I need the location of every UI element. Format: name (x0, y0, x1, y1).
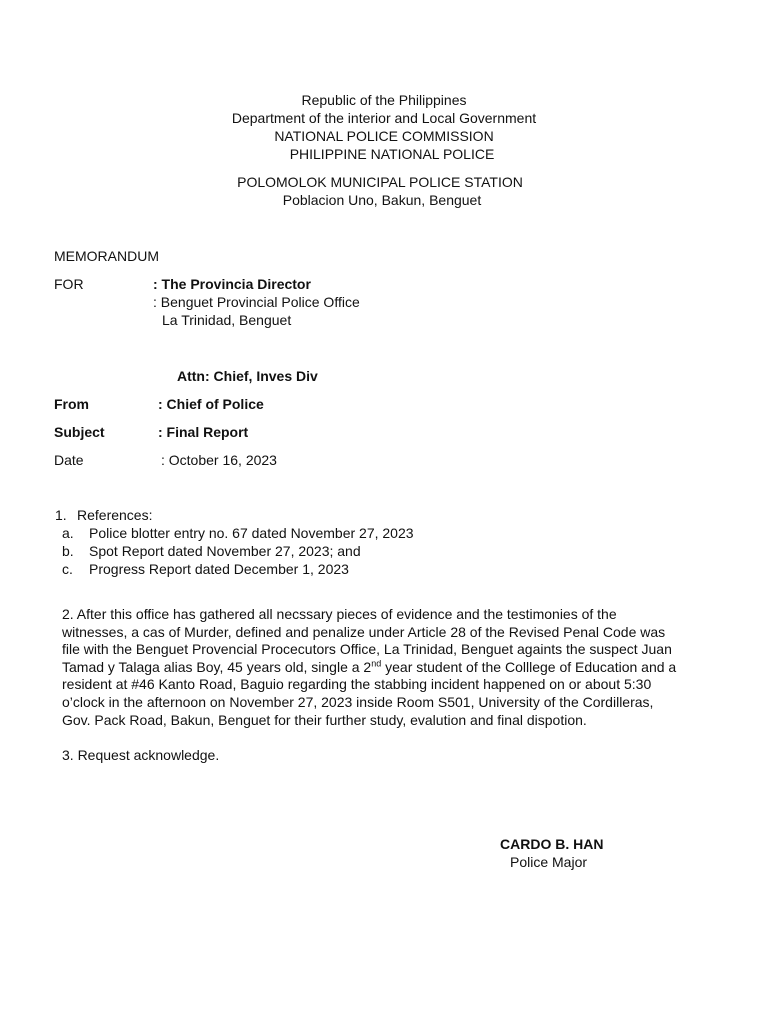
from-label: From (54, 396, 89, 412)
attention-line: Attn: Chief, Inves Div (177, 368, 318, 384)
date-value: : October 16, 2023 (161, 452, 277, 468)
memo-title: MEMORANDUM (54, 248, 159, 264)
header-station: POLOMOLOK MUNICIPAL POLICE STATION (237, 174, 523, 190)
reference-item: Progress Report dated December 1, 2023 (89, 561, 349, 577)
reference-marker: c. (62, 561, 73, 577)
header-napolcom: NATIONAL POLICE COMMISSION (274, 128, 494, 144)
reference-item: Spot Report dated November 27, 2023; and (89, 543, 361, 559)
signatory-name: CARDO B. HAN (500, 836, 604, 852)
reference-marker: a. (62, 525, 74, 541)
for-office: : Benguet Provincial Police Office (153, 294, 360, 310)
for-recipient: : The Provincia Director (153, 276, 311, 292)
header-pnp: PHILIPPINE NATIONAL POLICE (289, 146, 495, 162)
paragraph-2 (62, 606, 682, 729)
reference-marker: b. (62, 543, 74, 559)
paragraph-3: 3. Request acknowledge. (62, 747, 220, 763)
from-value: : Chief of Police (158, 396, 264, 412)
subject-value: : Final Report (158, 424, 249, 440)
header-address: Poblacion Uno, Bakun, Benguet (282, 192, 482, 208)
references-number: 1. (55, 507, 67, 523)
date-label: Date (54, 452, 84, 468)
signatory-rank: Police Major (510, 854, 588, 870)
for-label: FOR (54, 276, 84, 292)
for-location: La Trinidad, Benguet (162, 312, 292, 328)
paragraph-2-text-a: 2. After this office has gathered all necssary pieces of evidence and the testimonies of the witnesses, a cas of Murder, defined and penalize under Article 28 of the Revised Penal Code was file with the Benguet Provencial Procecutors Office, La Trinidad, Benguet againts the suspect Juan Tamad y Talaga alias Boy, 45 years old, single a 2 (62, 606, 672, 675)
references-heading: References: (77, 507, 153, 523)
paragraph-2-superscript: nd (371, 658, 382, 669)
paragraph-2-text-b: year student of the Colllege of Education and a resident at #46 Kanto Road, Baguio regarding the stabbing incident happened on or about 5:30 o’clock in the afternoon on November 27, 2023 inside Room S501, University of the Cordilleras, Gov. Pack Road, Bakun, Benguet for their further study, evalution and final dispotion. (62, 658, 677, 728)
subject-label: Subject (54, 424, 105, 440)
header-department: Department of the interior and Local Government (231, 110, 537, 126)
reference-item: Police blotter entry no. 67 dated November 27, 2023 (89, 525, 414, 541)
header-republic: Republic of the Philippines (301, 92, 467, 108)
